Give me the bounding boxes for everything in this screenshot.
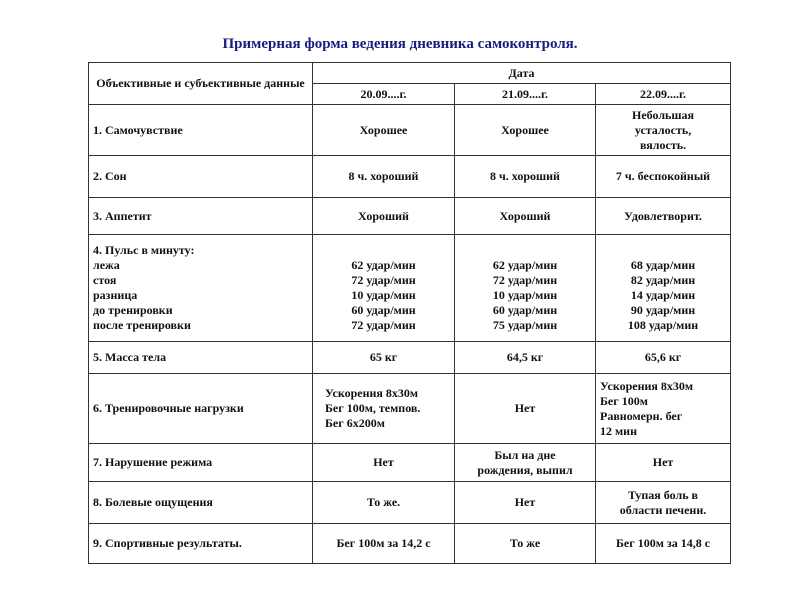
- cell-line: вялость.: [639, 137, 687, 152]
- cell: 65,6 кг: [596, 342, 731, 374]
- cell: [455, 235, 596, 342]
- cell-line: 72 удар/мин: [351, 273, 416, 287]
- self-control-diary-table: [88, 62, 731, 564]
- cell-line: 75 удар/мин: [492, 318, 558, 332]
- cell-line: усталость,: [634, 122, 692, 137]
- cell: То же: [455, 524, 596, 564]
- cell-line: 10 удар/мин: [492, 288, 558, 302]
- cell: 7 ч. беспокойный: [596, 156, 731, 198]
- header-row-1: [89, 63, 731, 84]
- row-label: 6. Тренировочные нагрузки: [89, 374, 313, 444]
- cell-line: 72 удар/мин: [492, 273, 558, 287]
- cell-line: 90 удар/мин: [630, 303, 696, 317]
- page-title: Примерная форма ведения дневника самоконтроля.: [222, 36, 578, 52]
- cell-line: 62 удар/мин: [351, 258, 416, 272]
- cell-line: Бег 6х200м: [325, 416, 385, 430]
- cell: Нет: [455, 482, 596, 524]
- cell-line: 72 удар/мин: [351, 318, 416, 332]
- cell-line: Бег 100м: [600, 393, 648, 408]
- cell: Нет: [596, 444, 731, 482]
- cell: Удовлетворит.: [596, 198, 731, 235]
- cell-line: Бег 100м, темпов.: [325, 401, 421, 415]
- cell: [455, 105, 596, 156]
- row-body-mass: [89, 342, 731, 374]
- cell-line: Ускорения 8х30м: [325, 386, 419, 400]
- date-column-1: 20.09....г.: [313, 84, 455, 105]
- row-label: 1. Самочувствие: [89, 105, 313, 156]
- cell: [313, 235, 455, 342]
- cell-line: лежа: [93, 258, 120, 272]
- cell-line: Тупая боль в: [627, 487, 699, 502]
- cell-line: рождения, выпил: [477, 462, 573, 477]
- cell: 64,5 кг: [455, 342, 596, 374]
- row-wellbeing: [89, 105, 731, 156]
- criteria-header: Объективные и субъективные данные: [89, 63, 313, 105]
- cell-line: Ускорения 8х30м: [600, 378, 694, 393]
- cell-line: 62 удар/мин: [492, 258, 558, 272]
- cell: То же.: [313, 482, 455, 524]
- cell: Бег 100м за 14,2 с: [313, 524, 455, 564]
- row-pulse: [89, 235, 731, 342]
- cell: [596, 105, 731, 156]
- cell-line: разница: [93, 288, 138, 302]
- row-appetite: [89, 198, 731, 235]
- cell: Нет: [313, 444, 455, 482]
- row-label: 8. Болевые ощущения: [89, 482, 313, 524]
- cell: Нет: [455, 374, 596, 444]
- row-label: 2. Сон: [89, 156, 313, 198]
- row-label: 7. Нарушение режима: [89, 444, 313, 482]
- cell-line: 82 удар/мин: [630, 273, 696, 287]
- cell-line: 10 удар/мин: [351, 288, 416, 302]
- cell-line: Был на дне: [494, 447, 556, 462]
- cell-line: стоя: [93, 273, 117, 287]
- row-label: [89, 235, 313, 342]
- cell: 8 ч. хороший: [313, 156, 455, 198]
- row-sport-results: [89, 524, 731, 564]
- cell-line: после тренировки: [93, 318, 191, 332]
- row-label: 5. Масса тела: [89, 342, 313, 374]
- cell-line: 68 удар/мин: [630, 258, 696, 272]
- cell-line: 4. Пульс в минуту:: [93, 243, 195, 257]
- row-label: 3. Аппетит: [89, 198, 313, 235]
- cell: 65 кг: [313, 342, 455, 374]
- cell-line: 12 мин: [600, 423, 638, 438]
- cell: [455, 444, 596, 482]
- cell-line: 60 удар/мин: [351, 303, 416, 317]
- date-header: Дата: [313, 63, 731, 84]
- date-column-2: 21.09....г.: [455, 84, 596, 105]
- cell: Хороший: [455, 198, 596, 235]
- row-sleep: [89, 156, 731, 198]
- cell: [313, 374, 455, 444]
- cell-line: области печени.: [619, 502, 707, 517]
- cell-line: до тренировки: [93, 303, 173, 317]
- cell-line: Хорошее: [359, 122, 408, 137]
- cell: Бег 100м за 14,8 с: [596, 524, 731, 564]
- date-column-3: 22.09....г.: [596, 84, 731, 105]
- cell-line: 108 удар/мин: [627, 318, 699, 332]
- row-regime-violation: [89, 444, 731, 482]
- cell-line: 14 удар/мин: [630, 288, 696, 302]
- row-training-load: [89, 374, 731, 444]
- cell: [596, 482, 731, 524]
- cell: Хороший: [313, 198, 455, 235]
- row-label: 9. Спортивные результаты.: [89, 524, 313, 564]
- cell-line: Небольшая: [631, 107, 695, 122]
- cell-line: 60 удар/мин: [492, 303, 558, 317]
- cell-line: Хорошее: [501, 122, 549, 137]
- cell: [596, 235, 731, 342]
- cell: 8 ч. хороший: [455, 156, 596, 198]
- cell-line: Равномерн. бег: [600, 408, 683, 423]
- cell: [596, 374, 731, 444]
- row-pain: [89, 482, 731, 524]
- cell: [313, 105, 455, 156]
